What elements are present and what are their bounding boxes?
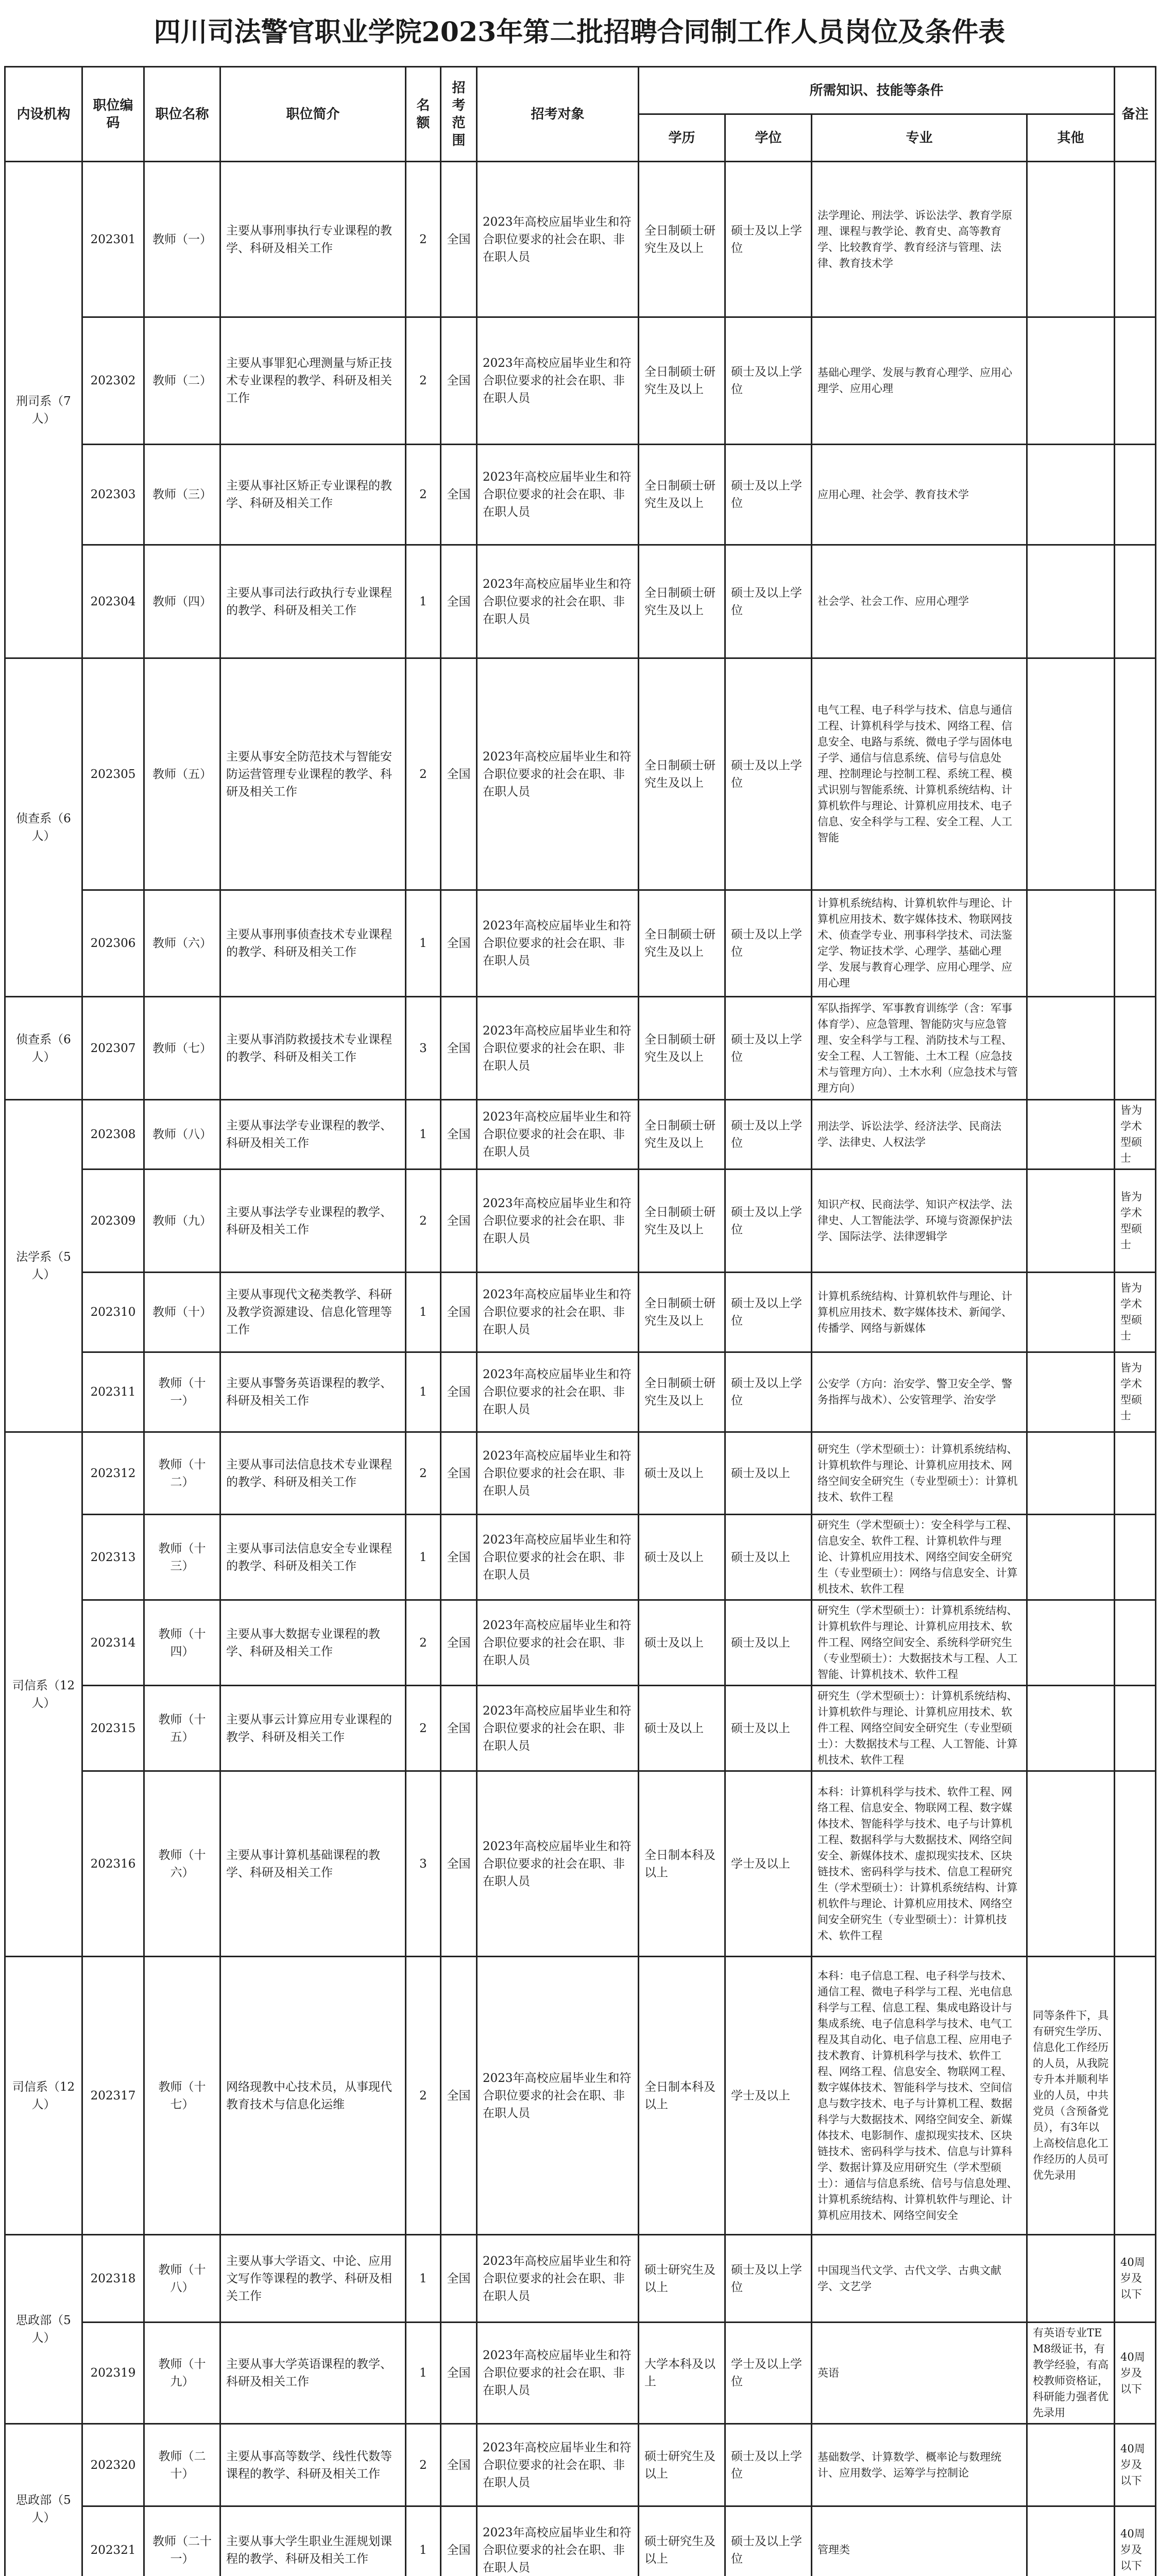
header-post-name: 职位名称 [144, 67, 220, 162]
department-cell: 司信系（12人） [5, 1432, 82, 1957]
post-other [1027, 545, 1115, 658]
post-scope: 全国 [441, 1352, 477, 1432]
post-code: 202313 [82, 1515, 144, 1600]
post-code: 202301 [82, 162, 144, 317]
post-quota: 2 [406, 1432, 441, 1515]
department-cell: 侦查系（6人） [5, 658, 82, 997]
post-scope: 全国 [441, 1957, 477, 2235]
department-cell: 侦查系（6人） [5, 997, 82, 1100]
post-name: 教师（二十一） [144, 2506, 220, 2576]
post-other [1027, 1352, 1115, 1432]
table-row [5, 1170, 1156, 1273]
post-education: 全日制本科及以上 [639, 1771, 725, 1957]
post-degree: 学士及以上学位 [725, 2323, 812, 2424]
post-other [1027, 2506, 1115, 2576]
post-degree: 硕士及以上 [725, 1515, 812, 1600]
post-education: 硕士研究生及以上 [639, 2424, 725, 2506]
post-name: 教师（九） [144, 1170, 220, 1273]
post-degree: 硕士及以上学位 [725, 1100, 812, 1170]
post-education: 硕士及以上 [639, 1686, 725, 1771]
post-scope: 全国 [441, 545, 477, 658]
post-target: 2023年高校应届毕业生和符合职位要求的社会在职、非在职人员 [477, 2235, 639, 2323]
post-code: 202320 [82, 2424, 144, 2506]
post-major: 基础心理学、发展与教育心理学、应用心理学、应用心理 [812, 317, 1027, 445]
post-target: 2023年高校应届毕业生和符合职位要求的社会在职、非在职人员 [477, 658, 639, 890]
post-other [1027, 445, 1115, 545]
post-intro: 网络现教中心技术员，从事现代教育技术与信息化运维 [220, 1957, 406, 2235]
table-row [5, 1515, 1156, 1600]
post-degree: 硕士及以上学位 [725, 890, 812, 997]
positions-table [4, 66, 1156, 2576]
post-remark [1115, 545, 1156, 658]
post-degree: 硕士及以上学位 [725, 1170, 812, 1273]
post-scope: 全国 [441, 1686, 477, 1771]
post-target: 2023年高校应届毕业生和符合职位要求的社会在职、非在职人员 [477, 1273, 639, 1352]
post-remark [1115, 317, 1156, 445]
post-other [1027, 997, 1115, 1100]
post-remark: 40周岁及以下 [1115, 2506, 1156, 2576]
post-major: 军队指挥学、军事教育训练学（含：军事体育学）、应急管理、智能防灾与应急管理、安全科学与工程、消防技术与工程、安全工程、人工智能、土木工程（应急技术与管理方向）、土木水利（应急技术与管理方向） [812, 997, 1027, 1100]
post-target: 2023年高校应届毕业生和符合职位要求的社会在职、非在职人员 [477, 1686, 639, 1771]
post-quota: 2 [406, 1686, 441, 1771]
post-remark: 皆为学术型硕士 [1115, 1273, 1156, 1352]
post-major: 法学理论、刑法学、诉讼法学、教育学原理、课程与教学论、教育史、高等教育学、比较教育学、教育经济与管理、法律、教育技术学 [812, 162, 1027, 317]
header-degree: 学位 [725, 114, 812, 162]
header-requirements: 所需知识、技能等条件 [639, 67, 1115, 114]
post-scope: 全国 [441, 658, 477, 890]
post-other [1027, 162, 1115, 317]
post-quota: 2 [406, 317, 441, 445]
post-remark [1115, 162, 1156, 317]
post-scope: 全国 [441, 1170, 477, 1273]
header-code: 职位编码 [82, 67, 144, 162]
table-row [5, 997, 1156, 1100]
table-row [5, 658, 1156, 890]
document-title: 四川司法警官职业学院2023年第二批招聘合同制工作人员岗位及条件表 [154, 16, 1005, 48]
post-scope: 全国 [441, 2323, 477, 2424]
post-other: 有英语专业TEM8级证书，有教学经验，有高校教师资格证，科研能力强者优先录用 [1027, 2323, 1115, 2424]
table-header [5, 67, 1156, 162]
table-row [5, 162, 1156, 317]
post-major: 公安学（方向：治安学、警卫安全学、警务指挥与战术）、公安管理学、治安学 [812, 1352, 1027, 1432]
post-major: 英语 [812, 2323, 1027, 2424]
post-code: 202314 [82, 1600, 144, 1686]
post-education: 硕士研究生及以上 [639, 2506, 725, 2576]
post-name: 教师（六） [144, 890, 220, 997]
header-quota: 名额 [406, 67, 441, 162]
post-education: 全日制本科及以上 [639, 1957, 725, 2235]
post-major: 研究生（学术型硕士）：计算机系统结构、计算机软件与理论、计算机应用技术、软件工程、网络空间安全研究生（专业型硕士）：大数据技术与工程、人工智能、计算机技术、软件工程 [812, 1686, 1027, 1771]
header-education: 学历 [639, 114, 725, 162]
post-code: 202319 [82, 2323, 144, 2424]
post-remark: 40周岁及以下 [1115, 2323, 1156, 2424]
post-intro: 主要从事消防救援技术专业课程的教学、科研及相关工作 [220, 997, 406, 1100]
post-target: 2023年高校应届毕业生和符合职位要求的社会在职、非在职人员 [477, 997, 639, 1100]
post-name: 教师（三） [144, 445, 220, 545]
post-remark [1115, 1771, 1156, 1957]
post-education: 全日制硕士研究生及以上 [639, 658, 725, 890]
table-row [5, 1686, 1156, 1771]
post-other [1027, 890, 1115, 997]
post-name: 教师（七） [144, 997, 220, 1100]
post-name: 教师（十四） [144, 1600, 220, 1686]
post-remark: 皆为学术型硕士 [1115, 1352, 1156, 1432]
post-other [1027, 2235, 1115, 2323]
post-target: 2023年高校应届毕业生和符合职位要求的社会在职、非在职人员 [477, 1352, 639, 1432]
post-target: 2023年高校应届毕业生和符合职位要求的社会在职、非在职人员 [477, 2506, 639, 2576]
post-name: 教师（十二） [144, 1432, 220, 1515]
post-scope: 全国 [441, 1600, 477, 1686]
post-intro: 主要从事司法信息技术专业课程的教学、科研及相关工作 [220, 1432, 406, 1515]
post-name: 教师（十九） [144, 2323, 220, 2424]
table-row [5, 1771, 1156, 1957]
post-education: 硕士及以上 [639, 1432, 725, 1515]
post-education: 全日制硕士研究生及以上 [639, 997, 725, 1100]
post-code: 202316 [82, 1771, 144, 1957]
post-education: 全日制硕士研究生及以上 [639, 445, 725, 545]
post-scope: 全国 [441, 1100, 477, 1170]
post-target: 2023年高校应届毕业生和符合职位要求的社会在职、非在职人员 [477, 1600, 639, 1686]
post-name: 教师（五） [144, 658, 220, 890]
post-major: 应用心理、社会学、教育技术学 [812, 445, 1027, 545]
header-intro: 职位简介 [220, 67, 406, 162]
post-code: 202312 [82, 1432, 144, 1515]
post-remark [1115, 1686, 1156, 1771]
post-major: 管理类 [812, 2506, 1027, 2576]
table-row [5, 445, 1156, 545]
post-scope: 全国 [441, 162, 477, 317]
post-degree: 硕士及以上学位 [725, 545, 812, 658]
post-other: 同等条件下，具有研究生学历、信息化工作经历的人员，从我院专升本并顺利毕业的人员，中共党员（含预备党员），有3年以上高校信息化工作经历的人员可优先录用 [1027, 1957, 1115, 2235]
post-degree: 硕士及以上学位 [725, 997, 812, 1100]
post-education: 大学本科及以上 [639, 2323, 725, 2424]
post-remark [1115, 1600, 1156, 1686]
post-major: 计算机系统结构、计算机软件与理论、计算机应用技术、数字媒体技术、物联网技术、侦查学专业、刑事科学技术、司法鉴定学、物证技术学、心理学、基础心理学、发展与教育心理学、应用心理学、应用心理 [812, 890, 1027, 997]
department-cell: 思政部（5人） [5, 2235, 82, 2424]
post-major: 研究生（学术型硕士）：计算机系统结构、计算机软件与理论、计算机应用技术、网络空间安全研究生（专业型硕士）：计算机技术、软件工程 [812, 1432, 1027, 1515]
post-remark [1115, 1957, 1156, 2235]
post-remark [1115, 997, 1156, 1100]
post-quota: 3 [406, 997, 441, 1100]
post-quota: 2 [406, 1957, 441, 2235]
table-row [5, 1273, 1156, 1352]
post-name: 教师（四） [144, 545, 220, 658]
post-education: 全日制硕士研究生及以上 [639, 1352, 725, 1432]
post-major: 知识产权、民商法学、知识产权法学、法律史、人工智能法学、环境与资源保护法学、国际法学、法律逻辑学 [812, 1170, 1027, 1273]
post-quota: 1 [406, 2506, 441, 2576]
post-remark [1115, 890, 1156, 997]
post-intro: 主要从事警务英语课程的教学、科研及相关工作 [220, 1352, 406, 1432]
post-remark: 40周岁及以下 [1115, 2235, 1156, 2323]
post-target: 2023年高校应届毕业生和符合职位要求的社会在职、非在职人员 [477, 1432, 639, 1515]
post-intro: 主要从事刑事侦查技术专业课程的教学、科研及相关工作 [220, 890, 406, 997]
post-quota: 1 [406, 545, 441, 658]
post-quota: 2 [406, 1600, 441, 1686]
post-name: 教师（一） [144, 162, 220, 317]
post-scope: 全国 [441, 997, 477, 1100]
header-department: 内设机构 [5, 67, 82, 162]
post-target: 2023年高校应届毕业生和符合职位要求的社会在职、非在职人员 [477, 1771, 639, 1957]
post-major: 计算机系统结构、计算机软件与理论、计算机应用技术、数字媒体技术、新闻学、传播学、网络与新媒体 [812, 1273, 1027, 1352]
post-education: 全日制硕士研究生及以上 [639, 317, 725, 445]
table-row [5, 2506, 1156, 2576]
post-intro: 主要从事法学专业课程的教学、科研及相关工作 [220, 1100, 406, 1170]
post-intro: 主要从事司法信息安全专业课程的教学、科研及相关工作 [220, 1515, 406, 1600]
post-intro: 主要从事法学专业课程的教学、科研及相关工作 [220, 1170, 406, 1273]
post-scope: 全国 [441, 445, 477, 545]
post-code: 202311 [82, 1352, 144, 1432]
post-quota: 2 [406, 658, 441, 890]
post-code: 202318 [82, 2235, 144, 2323]
department-cell: 思政部（5人） [5, 2424, 82, 2576]
post-other [1027, 658, 1115, 890]
post-target: 2023年高校应届毕业生和符合职位要求的社会在职、非在职人员 [477, 317, 639, 445]
table-row [5, 2235, 1156, 2323]
post-major: 刑法学、诉讼法学、经济法学、民商法学、法律史、人权法学 [812, 1100, 1027, 1170]
post-intro: 主要从事刑事执行专业课程的教学、科研及相关工作 [220, 162, 406, 317]
post-name: 教师（二十） [144, 2424, 220, 2506]
post-remark: 40周岁及以下 [1115, 2424, 1156, 2506]
table-row [5, 1600, 1156, 1686]
post-name: 教师（十五） [144, 1686, 220, 1771]
post-remark [1115, 1432, 1156, 1515]
post-scope: 全国 [441, 1432, 477, 1515]
post-degree: 硕士及以上学位 [725, 162, 812, 317]
header-target: 招考对象 [477, 67, 639, 162]
post-scope: 全国 [441, 317, 477, 445]
table-row [5, 1432, 1156, 1515]
post-other [1027, 1100, 1115, 1170]
post-target: 2023年高校应届毕业生和符合职位要求的社会在职、非在职人员 [477, 1100, 639, 1170]
post-other [1027, 1771, 1115, 1957]
post-code: 202307 [82, 997, 144, 1100]
post-code: 202309 [82, 1170, 144, 1273]
post-other [1027, 1686, 1115, 1771]
post-code: 202317 [82, 1957, 144, 2235]
post-remark [1115, 658, 1156, 890]
post-scope: 全国 [441, 2424, 477, 2506]
post-quota: 1 [406, 890, 441, 997]
post-other [1027, 1432, 1115, 1515]
post-other [1027, 1600, 1115, 1686]
post-target: 2023年高校应届毕业生和符合职位要求的社会在职、非在职人员 [477, 890, 639, 997]
post-intro: 主要从事大学英语课程的教学、科研及相关工作 [220, 2323, 406, 2424]
post-scope: 全国 [441, 2235, 477, 2323]
post-code: 202321 [82, 2506, 144, 2576]
post-degree: 硕士及以上学位 [725, 317, 812, 445]
post-education: 硕士及以上 [639, 1515, 725, 1600]
post-scope: 全国 [441, 1273, 477, 1352]
post-other [1027, 317, 1115, 445]
post-name: 教师（十六） [144, 1771, 220, 1957]
post-intro: 主要从事云计算应用专业课程的教学、科研及相关工作 [220, 1686, 406, 1771]
table-row [5, 890, 1156, 997]
post-degree: 硕士及以上学位 [725, 2506, 812, 2576]
post-intro: 主要从事高等数学、线性代数等课程的教学、科研及相关工作 [220, 2424, 406, 2506]
post-target: 2023年高校应届毕业生和符合职位要求的社会在职、非在职人员 [477, 1515, 639, 1600]
table-row [5, 317, 1156, 445]
header-remark: 备注 [1115, 67, 1156, 162]
post-target: 2023年高校应届毕业生和符合职位要求的社会在职、非在职人员 [477, 445, 639, 545]
post-scope: 全国 [441, 1515, 477, 1600]
post-education: 全日制硕士研究生及以上 [639, 545, 725, 658]
post-major: 电气工程、电子科学与技术、信息与通信工程、计算机科学与技术、网络工程、信息安全、电路与系统、微电子学与固体电子学、通信与信息系统、信号与信息处理、控制理论与控制工程、系统工程、模式识别与智能系统、计算机系统结构、计算机软件与理论、计算机应用技术、电子信息、安全科学与工程、安全工程、人工智能 [812, 658, 1027, 890]
post-name: 教师（十一） [144, 1352, 220, 1432]
post-target: 2023年高校应届毕业生和符合职位要求的社会在职、非在职人员 [477, 2424, 639, 2506]
post-target: 2023年高校应届毕业生和符合职位要求的社会在职、非在职人员 [477, 545, 639, 658]
post-education: 硕士及以上 [639, 1600, 725, 1686]
post-target: 2023年高校应届毕业生和符合职位要求的社会在职、非在职人员 [477, 1957, 639, 2235]
post-education: 全日制硕士研究生及以上 [639, 890, 725, 997]
post-intro: 主要从事计算机基础课程的教学、科研及相关工作 [220, 1771, 406, 1957]
post-code: 202308 [82, 1100, 144, 1170]
post-education: 全日制硕士研究生及以上 [639, 1273, 725, 1352]
header-other: 其他 [1027, 114, 1115, 162]
post-quota: 2 [406, 445, 441, 545]
header-scope: 招考范围 [441, 67, 477, 162]
post-name: 教师（十八） [144, 2235, 220, 2323]
post-degree: 硕士及以上 [725, 1432, 812, 1515]
post-scope: 全国 [441, 1771, 477, 1957]
post-remark: 皆为学术型硕士 [1115, 1170, 1156, 1273]
post-degree: 硕士及以上学位 [725, 2235, 812, 2323]
post-major: 研究生（学术型硕士）：计算机系统结构、计算机软件与理论、计算机应用技术、软件工程、网络空间安全、系统科学研究生（专业型硕士）：大数据技术与工程、人工智能、计算机技术、软件工程 [812, 1600, 1027, 1686]
post-intro: 主要从事社区矫正专业课程的教学、科研及相关工作 [220, 445, 406, 545]
post-name: 教师（八） [144, 1100, 220, 1170]
post-degree: 硕士及以上学位 [725, 658, 812, 890]
post-name: 教师（十七） [144, 1957, 220, 2235]
post-degree: 硕士及以上 [725, 1686, 812, 1771]
post-intro: 主要从事司法行政执行专业课程的教学、科研及相关工作 [220, 545, 406, 658]
post-education: 全日制硕士研究生及以上 [639, 1100, 725, 1170]
post-target: 2023年高校应届毕业生和符合职位要求的社会在职、非在职人员 [477, 162, 639, 317]
post-other [1027, 1273, 1115, 1352]
table-row [5, 545, 1156, 658]
post-intro: 主要从事大学生职业生涯规划课程的教学、科研及相关工作 [220, 2506, 406, 2576]
post-major: 中国现当代文学、古代文学、古典文献学、文艺学 [812, 2235, 1027, 2323]
post-target: 2023年高校应届毕业生和符合职位要求的社会在职、非在职人员 [477, 1170, 639, 1273]
post-quota: 2 [406, 2424, 441, 2506]
post-education: 全日制硕士研究生及以上 [639, 162, 725, 317]
post-degree: 硕士及以上学位 [725, 1352, 812, 1432]
table-row [5, 1957, 1156, 2235]
post-other [1027, 1515, 1115, 1600]
post-remark [1115, 445, 1156, 545]
table-body [5, 162, 1156, 2576]
table-row [5, 2424, 1156, 2506]
post-quota: 1 [406, 2235, 441, 2323]
post-degree: 硕士及以上学位 [725, 445, 812, 545]
post-quota: 1 [406, 1352, 441, 1432]
post-quota: 1 [406, 1273, 441, 1352]
post-intro: 主要从事大数据专业课程的教学、科研及相关工作 [220, 1600, 406, 1686]
post-quota: 2 [406, 162, 441, 317]
post-quota: 1 [406, 1515, 441, 1600]
post-intro: 主要从事安全防范技术与智能安防运营管理专业课程的教学、科研及相关工作 [220, 658, 406, 890]
table-row [5, 1352, 1156, 1432]
post-major: 本科：计算机科学与技术、软件工程、网络工程、信息安全、物联网工程、数字媒体技术、智能科学与技术、电子与计算机工程、数据科学与大数据技术、网络空间安全、新媒体技术、虚拟现实技术、区块链技术、密码科学与技术、信息工程研究生（学术型硕士）：计算机系统结构、计算机软件与理论、计算机应用技术、网络空间安全研究生（专业型硕士）：计算机技术、软件工程 [812, 1771, 1027, 1957]
post-quota: 1 [406, 2323, 441, 2424]
post-degree: 硕士及以上 [725, 1600, 812, 1686]
post-other [1027, 1170, 1115, 1273]
department-cell: 刑司系（7人） [5, 162, 82, 658]
post-education: 硕士研究生及以上 [639, 2235, 725, 2323]
post-code: 202302 [82, 317, 144, 445]
post-code: 202305 [82, 658, 144, 890]
post-degree: 硕士及以上学位 [725, 2424, 812, 2506]
post-intro: 主要从事大学语文、中论、应用文写作等课程的教学、科研及相关工作 [220, 2235, 406, 2323]
post-quota: 2 [406, 1170, 441, 1273]
table-row [5, 2323, 1156, 2424]
post-code: 202304 [82, 545, 144, 658]
post-code: 202303 [82, 445, 144, 545]
post-major: 基础数学、计算数学、概率论与数理统计、应用数学、运筹学与控制论 [812, 2424, 1027, 2506]
post-other [1027, 2424, 1115, 2506]
post-code: 202310 [82, 1273, 144, 1352]
post-name: 教师（十） [144, 1273, 220, 1352]
post-code: 202315 [82, 1686, 144, 1771]
post-remark [1115, 1515, 1156, 1600]
post-major: 本科：电子信息工程、电子科学与技术、通信工程、微电子科学与工程、光电信息科学与工程、信息工程、集成电路设计与集成系统、电子信息科学与技术、电气工程及其自动化、电子信息工程、应用电子技术教育、计算机科学与技术、软件工程、网络工程、信息安全、物联网工程、数字媒体技术、智能科学与技术、空间信息与数字技术、电子与计算机工程、数据科学与大数据技术、网络空间安全、新媒体技术、电影制作、虚拟现实技术、区块链技术、密码科学与技术、信息与计算科学、数据计算及应用研究生（学术型硕士）：通信与信息系统、信号与信息处理、计算机系统结构、计算机软件与理论、计算机应用技术、网络空间安全 [812, 1957, 1027, 2235]
table-row [5, 1100, 1156, 1170]
post-major: 社会学、社会工作、应用心理学 [812, 545, 1027, 658]
post-scope: 全国 [441, 890, 477, 997]
header-major: 专业 [812, 114, 1027, 162]
post-code: 202306 [82, 890, 144, 997]
post-education: 全日制硕士研究生及以上 [639, 1170, 725, 1273]
department-cell: 司信系（12人） [5, 1957, 82, 2235]
post-scope: 全国 [441, 2506, 477, 2576]
department-cell: 法学系（5人） [5, 1100, 82, 1432]
post-name: 教师（二） [144, 317, 220, 445]
post-major: 研究生（学术型硕士）：安全科学与工程、信息安全、软件工程、计算机软件与理论、计算机应用技术、网络空间安全研究生（专业型硕士）：网络与信息安全、计算机技术、软件工程 [812, 1515, 1027, 1600]
post-quota: 3 [406, 1771, 441, 1957]
post-degree: 学士及以上 [725, 1771, 812, 1957]
post-remark: 皆为学术型硕士 [1115, 1100, 1156, 1170]
post-quota: 1 [406, 1100, 441, 1170]
post-intro: 主要从事罪犯心理测量与矫正技术专业课程的教学、科研及相关工作 [220, 317, 406, 445]
post-target: 2023年高校应届毕业生和符合职位要求的社会在职、非在职人员 [477, 2323, 639, 2424]
post-degree: 学士及以上 [725, 1957, 812, 2235]
post-name: 教师（十三） [144, 1515, 220, 1600]
post-degree: 硕士及以上学位 [725, 1273, 812, 1352]
post-intro: 主要从事现代文秘类教学、科研及教学资源建设、信息化管理等工作 [220, 1273, 406, 1352]
